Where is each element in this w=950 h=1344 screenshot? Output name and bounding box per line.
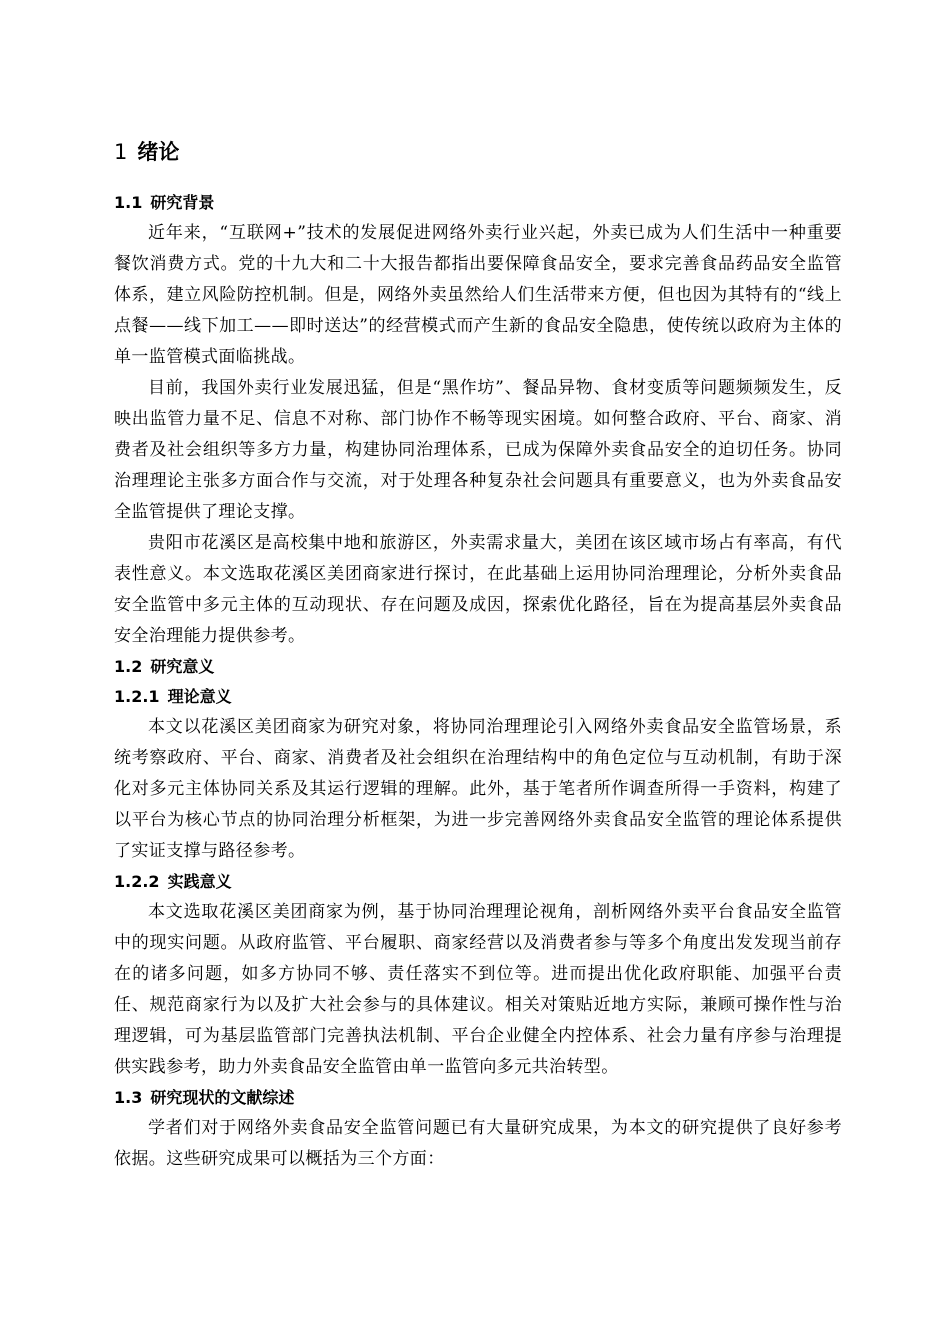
section-number: 1.1 <box>114 193 143 212</box>
section-number: 1.2 <box>114 657 143 676</box>
paragraph: 本文选取花溪区美团商家为例，基于协同治理理论视角，剖析网络外卖平台食品安全监管中的现实问题。从政府监管、平台履职、商家经营以及消费者参与等多个角度出发发现当前存在的诸多问题，如多方协同不够、责任落实不到位等。进而提出优化政府职能、加强平台责任、规范商家行为以及扩大社会参与的具体建议。相关对策贴近地方实际，兼顾可操作性与治理逻辑，可为基层监管部门完善执法机制、平台企业健全内控体系、社会力量有序参与治理提供实践参考，助力外卖食品安全监管由单一监管向多元共治转型。 <box>114 902 842 1077</box>
section-heading-1-1 <box>114 188 842 218</box>
paragraph: 近年来，“互联网+”技术的发展促进网络外卖行业兴起，外卖已成为人们生活中一种重要餐饮消费方式。党的十九大和二十大报告都指出要保障食品安全，要求完善食品药品安全监管体系，建立风险防控机制。但是，网络外卖虽然给人们生活带来方便，但也因为其特有的“线上点餐——线下加工——即时送达”的经营模式而产生新的食品安全隐患，使传统以政府为主体的单一监管模式面临挑战。 <box>114 223 842 367</box>
chapter-heading <box>114 136 842 168</box>
subsection-heading-1-2-2 <box>114 867 842 897</box>
subsection-title: 理论意义 <box>167 687 232 706</box>
document-page <box>114 130 842 1175</box>
chapter-title: 绪论 <box>137 140 180 164</box>
subsection-number: 1.2.1 <box>114 687 160 706</box>
section-title: 研究背景 <box>150 193 215 212</box>
paragraph: 贵阳市花溪区是高校集中地和旅游区，外卖需求量大，美团在该区域市场占有率高，有代表性意义。本文选取花溪区美团商家进行探讨，在此基础上运用协同治理理论，分析外卖食品安全监管中多元主体的互动现状、存在问题及成因，探索优化路径，旨在为提高基层外卖食品安全治理能力提供参考。 <box>114 533 842 646</box>
section-heading-1-3 <box>114 1083 842 1113</box>
paragraph: 本文以花溪区美团商家为研究对象，将协同治理理论引入网络外卖食品安全监管场景，系统考察政府、平台、商家、消费者及社会组织在治理结构中的角色定位与互动机制，有助于深化对多元主体协同关系及其运行逻辑的理解。此外，基于笔者所作调查所得一手资料，构建了以平台为核心节点的协同治理分析框架，为进一步完善网络外卖食品安全监管的理论体系提供了实证支撑与路径参考。 <box>114 717 842 861</box>
subsection-title: 实践意义 <box>167 872 232 891</box>
subsection-number: 1.2.2 <box>114 872 160 891</box>
chapter-number: 1 <box>114 140 128 164</box>
section-heading-1-2 <box>114 652 842 682</box>
section-number: 1.3 <box>114 1088 143 1107</box>
subsection-heading-1-2-1 <box>114 682 842 712</box>
paragraph: 目前，我国外卖行业发展迅猛，但是“黑作坊”、餐品异物、食材变质等问题频频发生，反映出监管力量不足、信息不对称、部门协作不畅等现实困境。如何整合政府、平台、商家、消费者及社会组织等多方力量，构建协同治理体系，已成为保障外卖食品安全的迫切任务。协同治理理论主张多方面合作与交流，对于处理各种复杂社会问题具有重要意义，也为外卖食品安全监管提供了理论支撑。 <box>114 378 842 522</box>
section-title: 研究意义 <box>150 657 215 676</box>
section-title: 研究现状的文献综述 <box>150 1088 295 1107</box>
paragraph: 学者们对于网络外卖食品安全监管问题已有大量研究成果，为本文的研究提供了良好参考依据。这些研究成果可以概括为三个方面： <box>114 1118 842 1169</box>
